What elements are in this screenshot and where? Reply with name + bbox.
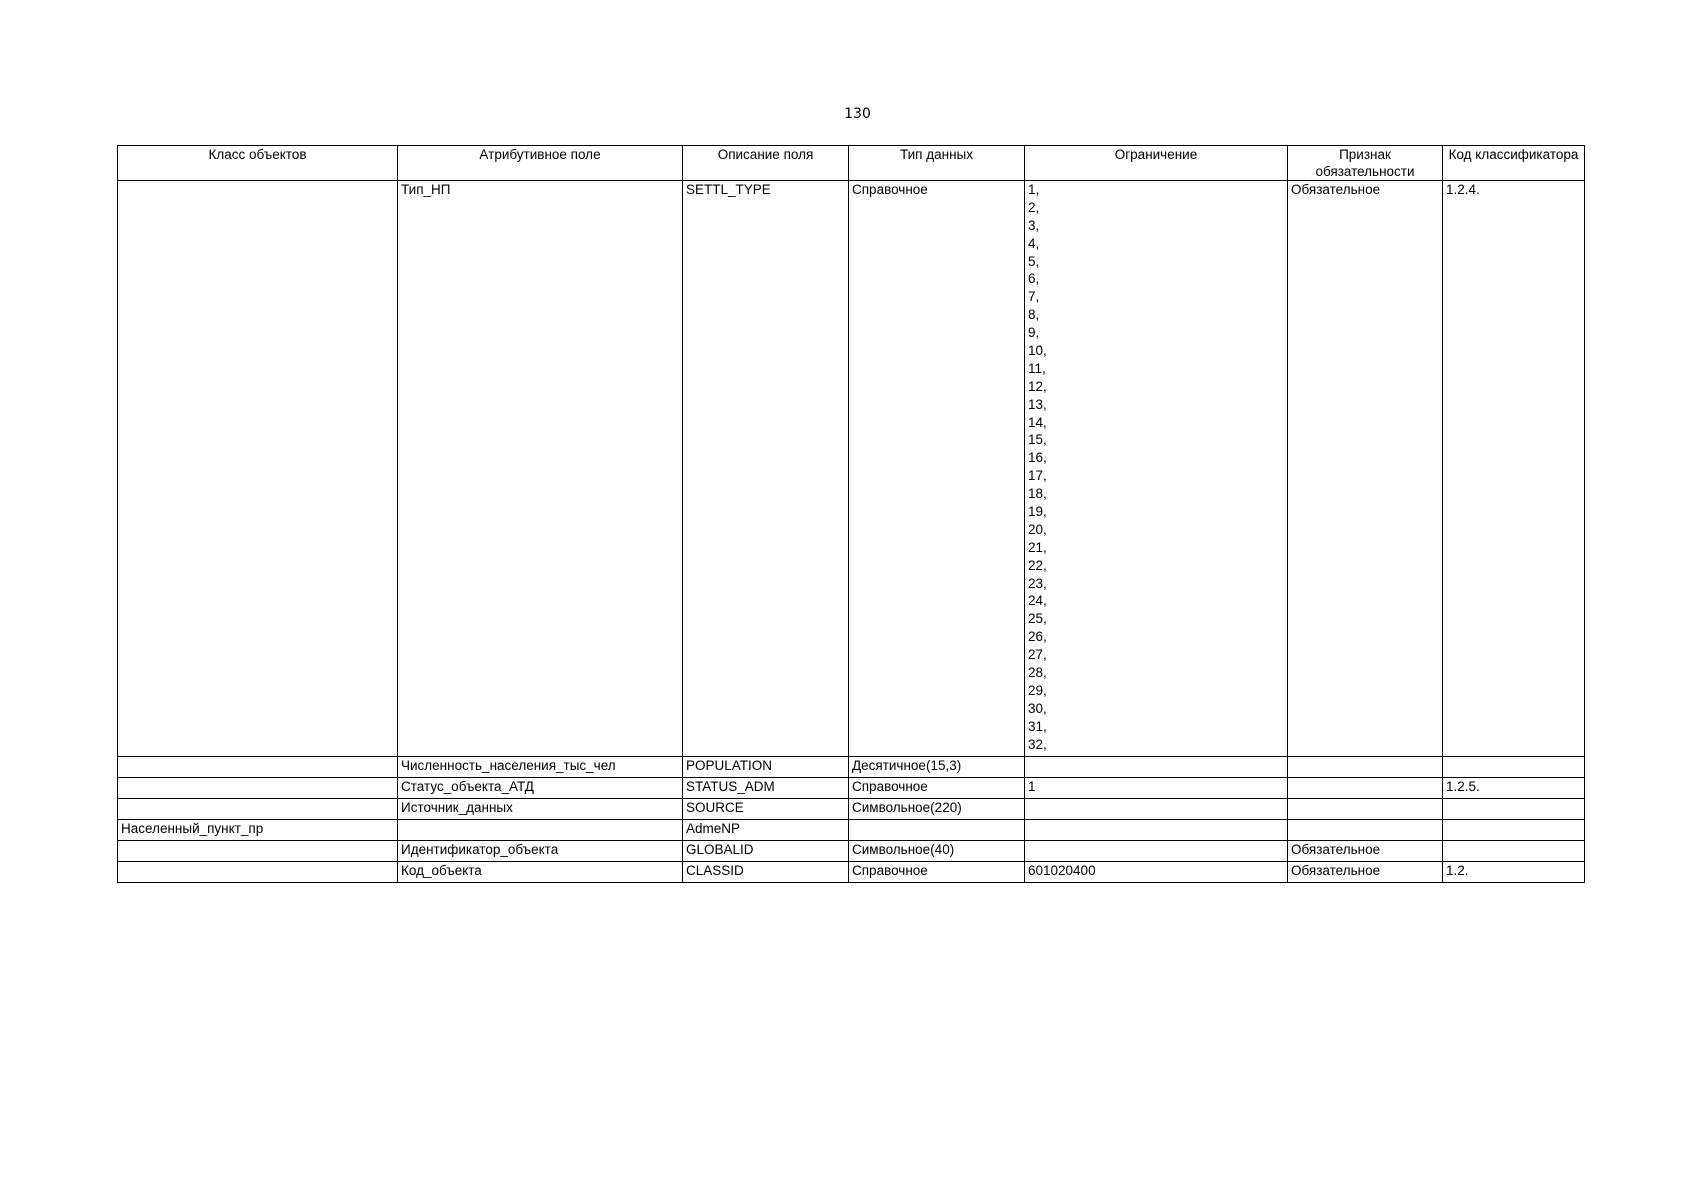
cell-field: SETTL_TYPE xyxy=(683,181,849,757)
cell-constraint: 1 xyxy=(1025,778,1288,799)
header-attribute-field: Атрибутивное поле xyxy=(398,146,683,181)
constraint-value: 11, xyxy=(1028,360,1046,376)
cell-field: CLASSID xyxy=(683,862,849,883)
constraint-value: 32, xyxy=(1028,736,1047,752)
constraint-value: 7, xyxy=(1028,289,1040,305)
header-constraint: Ограничение xyxy=(1025,146,1288,181)
constraint-value: 26, xyxy=(1028,629,1047,645)
constraint-value: 6, xyxy=(1028,271,1040,287)
cell-type: Символьное(220) xyxy=(849,799,1025,820)
constraint-value: 30, xyxy=(1028,700,1047,716)
constraint-value: 22, xyxy=(1028,557,1047,573)
cell-field: GLOBALID xyxy=(683,841,849,862)
page-number: 130 xyxy=(844,106,871,122)
cell-field: SOURCE xyxy=(683,799,849,820)
constraint-value: 4, xyxy=(1028,235,1040,251)
attribute-table xyxy=(117,145,1585,883)
header-object-class: Класс объектов xyxy=(118,146,398,181)
cell-required xyxy=(1288,820,1443,841)
constraint-value: 21, xyxy=(1028,539,1047,555)
constraint-value: 24, xyxy=(1028,593,1047,609)
cell-attribute: Численность_населения_тыс_чел xyxy=(398,757,683,778)
cell-attribute: Идентификатор_объекта xyxy=(398,841,683,862)
constraint-value: 29, xyxy=(1028,682,1047,698)
cell-field: AdmeNP xyxy=(683,820,849,841)
cell-field: STATUS_ADM xyxy=(683,778,849,799)
cell-constraint xyxy=(1025,841,1288,862)
cell-class xyxy=(118,841,398,862)
cell-required xyxy=(1288,799,1443,820)
cell-code xyxy=(1443,841,1585,862)
constraint-value: 8, xyxy=(1028,307,1040,323)
cell-class xyxy=(118,862,398,883)
constraint-value: 3, xyxy=(1028,217,1040,233)
constraint-value: 1, xyxy=(1028,182,1040,197)
cell-code: 1.2. xyxy=(1443,862,1585,883)
cell-constraint xyxy=(1025,820,1288,841)
cell-attribute: Тип_НП xyxy=(398,181,683,757)
cell-attribute: Источник_данных xyxy=(398,799,683,820)
cell-required: Обязательное xyxy=(1288,181,1443,757)
constraint-value: 14, xyxy=(1028,414,1047,430)
constraint-value: 10, xyxy=(1028,343,1047,359)
constraint-value: 31, xyxy=(1028,718,1047,734)
table-row xyxy=(118,778,1585,799)
cell-class xyxy=(118,778,398,799)
cell-type: Справочное xyxy=(849,181,1025,757)
cell-code xyxy=(1443,799,1585,820)
constraint-value: 15, xyxy=(1028,432,1047,448)
cell-type xyxy=(849,820,1025,841)
constraint-value: 23, xyxy=(1028,575,1047,591)
header-classifier-code: Код классификатора xyxy=(1443,146,1585,181)
constraint-value: 9, xyxy=(1028,325,1040,341)
constraint-value: 2, xyxy=(1028,199,1040,215)
table-row xyxy=(118,862,1585,883)
constraint-value: 12, xyxy=(1028,378,1047,394)
constraint-value: 19, xyxy=(1028,504,1047,520)
constraint-value: 5, xyxy=(1028,253,1040,269)
header-data-type: Тип данных xyxy=(849,146,1025,181)
constraint-value: 13, xyxy=(1028,396,1047,412)
cell-type: Справочное xyxy=(849,778,1025,799)
cell-type: Справочное xyxy=(849,862,1025,883)
cell-code: 1.2.4. xyxy=(1443,181,1585,757)
cell-class: Населенный_пункт_пр xyxy=(118,820,398,841)
table-row-settl-type xyxy=(118,181,1585,757)
cell-required: Обязательное xyxy=(1288,862,1443,883)
table-row xyxy=(118,799,1585,820)
header-field-description: Описание поля xyxy=(683,146,849,181)
cell-constraint xyxy=(1025,757,1288,778)
cell-class xyxy=(118,799,398,820)
cell-attribute xyxy=(398,820,683,841)
cell-constraint xyxy=(1025,799,1288,820)
cell-attribute: Код_объекта xyxy=(398,862,683,883)
cell-required xyxy=(1288,757,1443,778)
cell-constraint-list xyxy=(1025,181,1288,757)
constraint-value: 16, xyxy=(1028,450,1047,466)
cell-constraint: 601020400 xyxy=(1025,862,1288,883)
constraint-value: 28, xyxy=(1028,665,1047,681)
constraint-value: 27, xyxy=(1028,647,1047,663)
cell-required xyxy=(1288,778,1443,799)
header-required-flag: Признак обязательности xyxy=(1288,146,1443,181)
cell-type: Десятичное(15,3) xyxy=(849,757,1025,778)
cell-class xyxy=(118,757,398,778)
table-row xyxy=(118,841,1585,862)
constraint-value: 20, xyxy=(1028,521,1047,537)
cell-field: POPULATION xyxy=(683,757,849,778)
constraint-value: 25, xyxy=(1028,611,1047,627)
constraint-value: 18, xyxy=(1028,486,1047,502)
cell-code xyxy=(1443,757,1585,778)
cell-class xyxy=(118,181,398,757)
table-header-row xyxy=(118,146,1585,181)
cell-attribute: Статус_объекта_АТД xyxy=(398,778,683,799)
cell-code: 1.2.5. xyxy=(1443,778,1585,799)
constraint-value: 17, xyxy=(1028,468,1047,484)
table-row xyxy=(118,757,1585,778)
table-row xyxy=(118,820,1585,841)
cell-code xyxy=(1443,820,1585,841)
cell-required: Обязательное xyxy=(1288,841,1443,862)
cell-type: Символьное(40) xyxy=(849,841,1025,862)
